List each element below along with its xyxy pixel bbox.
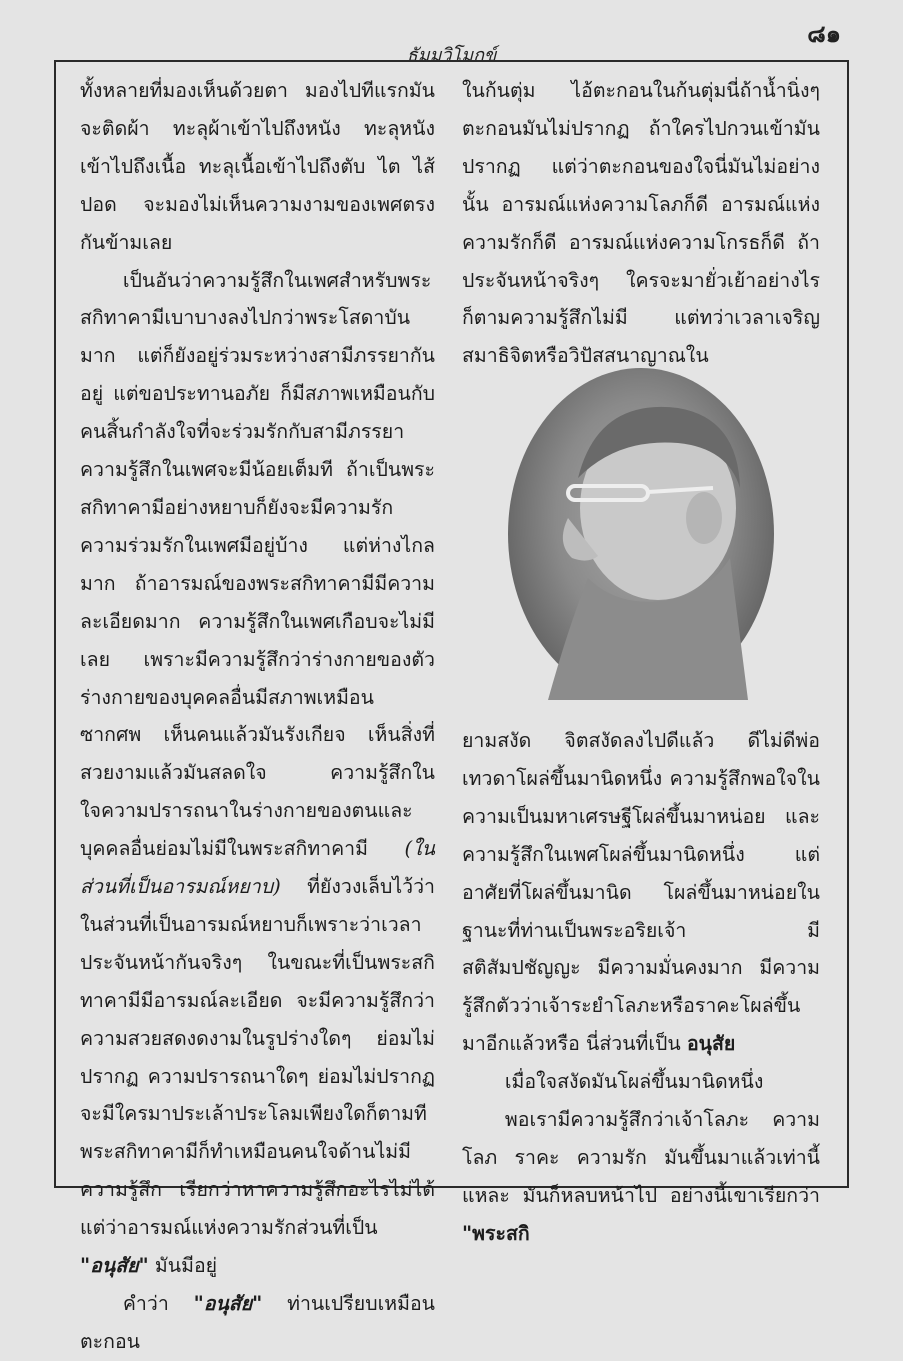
right-bottom-paragraph-3 [462, 1101, 820, 1253]
left-paragraph-2 [80, 262, 435, 1285]
left-paragraph-2-text: เป็นอันว่าความรู้สึกในเพศสำหรับพระสกิทาคามีเบาบางลงไปกว่าพระโสดาบันมาก แต่ก็ยังอยู่ร่วมระหว่างสามีภรรยากันอยู่ แต่ขอประทานอภัย ก็มีสภาพเหมือนกับคนสิ้นกำลังใจที่จะร่วมรักกับสามีภรรยา ความรู้สึกในเพศจะมีน้อยเต็มที ถ้าเป็นพระสกิทาคามีอย่างหยาบก็ยังจะมีความรักความร่วมรักในเพศมีอยู่บ้าง แต่ห่างไกลมาก ถ้าอารมณ์ของพระสกิทาคามีมีความละเอียดมาก ความรู้สึกในเพศเกือบจะไม่มีเลย เพราะมีความรู้สึกว่าร่างกายของตัว ร่างกายของบุคคลอื่นมีสภาพเหมือนซากศพ เห็นคนแล้วมันรังเกียจ เห็นสิ่งที่สวยงามแล้วมันสลดใจ ความรู้สึกในใจความปรารถนาในร่างกายของตนและบุคคลอื่นย่อมไม่มีในพระสกิทาคามี [80, 268, 435, 861]
left-paragraph-2-tail: ที่ยังวงเล็บไว้ว่าในส่วนที่เป็นอารมณ์หยาบก็เพราะว่าเวลาประจันหน้ากันจริงๆ ในขณะที่เป็นพระสกิทาคามีมีอารมณ์ละเอียด จะมีความรู้สึกว่าความสวยสดงดงามในรูปร่างใดๆ ย่อมไม่ปรากฏ ความปรารถนาใดๆ ย่อมไม่ปรากฏ จะมีใครมาประเล้าประโลมเพียงใดก็ตามที พระสกิทาคามีก็ทำเหมือนคนใจด้านไม่มีความรู้สึก เรียกว่าหาความรู้สึกอะไรไม่ได้ แต่ว่าอารมณ์แห่งความรักส่วนที่เป็น [80, 875, 435, 1240]
term-phra-sakit: "พระสกิ [462, 1221, 530, 1245]
portrait-photo [508, 368, 774, 700]
portrait-illustration [508, 368, 774, 700]
right-bottom-paragraph-1-text: ยามสงัด จิตสงัดลงไปดีแล้ว ดีไม่ดีพ่อเทวดาโผล่ขึ้นมานิดหนึ่ง ความรู้สึกพอใจในความเป็นมหาเศรษฐีโผล่ขึ้นมาหน่อย และความรู้สึกในเพศโผล่ขึ้นมานิดหนึ่ง แต่อาศัยที่โผล่ขึ้นมานิด โผล่ขึ้นมาหน่อยในฐานะที่ท่านเป็นพระอริยเจ้า มีสติสัมปชัญญะ มีความมั่นคงมาก มีความรู้สึกตัวว่าเจ้าระยำโลภะหรือราคะโผล่ขึ้นมาอีกแล้วหรือ นี่ส่วนที่เป็น [462, 729, 820, 1056]
left-column [80, 72, 435, 1353]
running-header: ธัมมวิโมกข์ [406, 45, 497, 66]
left-paragraph-1: ทั้งหลายที่มองเห็นด้วยตา มองไปทีแรกมันจะติดผ้า ทะลุผ้าเข้าไปถึงหนัง ทะลุหนังเข้าไปถึงเนื้อ ทะลุเนื้อเข้าไปถึงตับ ไต ไส้ ปอด จะมองไม่เห็นความงามของเพศตรงกันข้ามเลย [80, 79, 435, 254]
left-paragraph-2-end: มันมีอยู่ [154, 1254, 218, 1278]
italic-note: (ในส่วนที่เป็นอารมณ์หยาบ) [80, 837, 435, 899]
term-anusai-bold: อนุสัย [686, 1032, 736, 1056]
left-paragraph-3 [80, 1285, 435, 1361]
right-bottom-paragraph-1 [462, 722, 820, 1063]
term-anusai-2: "อนุสัย" [193, 1292, 263, 1315]
right-bottom-paragraph-3-text: พอเรามีความรู้สึกว่าเจ้าโลภะ ความโลภ ราคะ ความรัก มันขึ้นมาแล้วเท่านี้แหละ มันก็หลบหน้าไป อย่างนี้เขาเรียกว่า [462, 1108, 820, 1207]
term-anusai: "อนุสัย" [80, 1254, 149, 1278]
page-number: ๘๑ [807, 19, 841, 48]
right-top-paragraph: ในก้นตุ่ม ไอ้ตะกอนในก้นตุ่มนี่ถ้าน้ำนิ่งๆ ตะกอนมันไม่ปรากฏ ถ้าใครไปกวนเข้ามันปรากฏ แต่ว่าตะกอนของใจนี่มันไม่อย่างนั้น อารมณ์แห่งความโลภก็ดี อารมณ์แห่งความรักก็ดี อารมณ์แห่งความโกรธก็ดี ถ้าประจันหน้าจริงๆ ใครจะมายั่วเย้าอย่างไรก็ตามความรู้สึกไม่มี แต่ทว่าเวลาเจริญสมาธิจิตหรือวิปัสสนาญาณใน [462, 79, 820, 368]
left-paragraph-3-tail: ท่านเปรียบเหมือนตะกอน [80, 1292, 435, 1353]
right-column-top [462, 72, 820, 368]
left-paragraph-3-start: คำว่า [122, 1292, 169, 1315]
right-bottom-paragraph-2: เมื่อใจสงัดมันโผล่ขึ้นมานิดหนึ่ง [504, 1070, 764, 1094]
right-column-bottom [462, 722, 820, 1245]
